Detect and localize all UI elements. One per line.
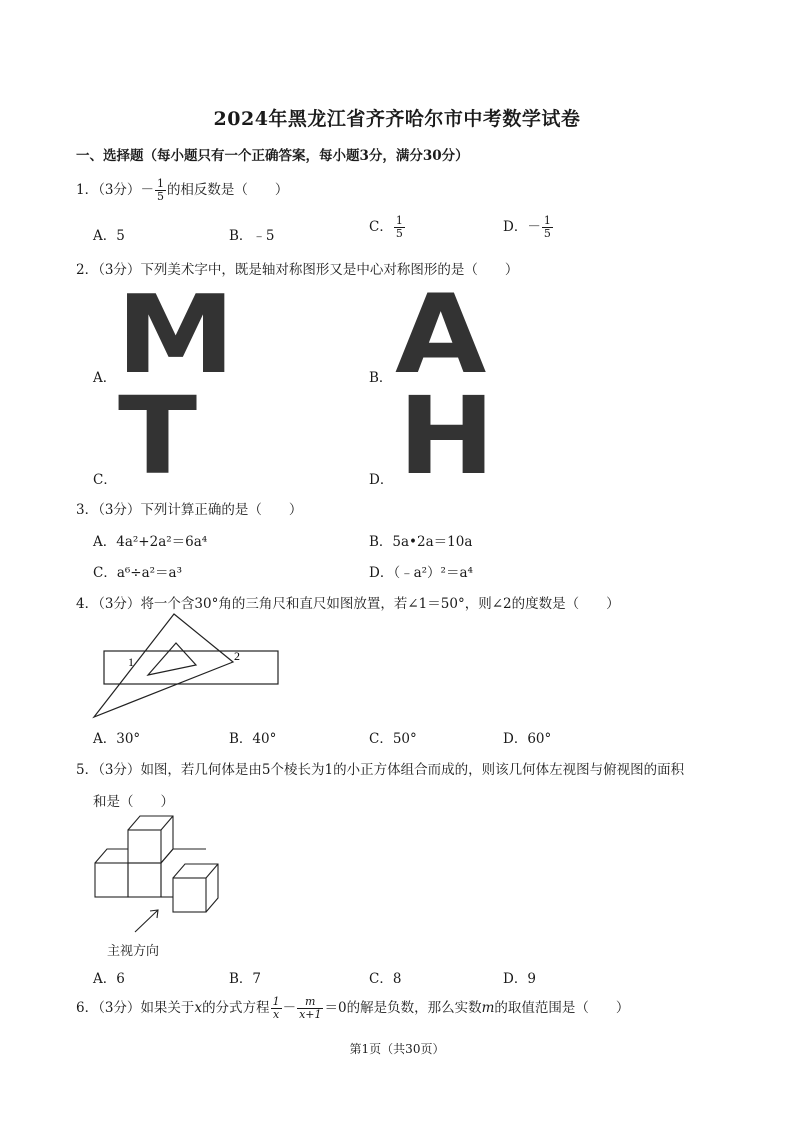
option-b[interactable]: B． <box>369 370 393 386</box>
option-c[interactable]: C．a⁶÷a²＝a³ <box>93 565 183 581</box>
option-a[interactable]: A． <box>93 370 117 386</box>
question-text: 下列计算正确的是（ ） <box>140 502 303 518</box>
question-1 <box>76 178 288 203</box>
question-number: 4．（3分） <box>76 596 141 612</box>
option-b[interactable]: B．40° <box>229 731 277 747</box>
option-d[interactable]: D．9 <box>503 971 536 987</box>
question-6 <box>76 996 629 1021</box>
angle-2-label: 2 <box>234 649 240 663</box>
fraction <box>542 215 553 240</box>
option-a[interactable]: A．30° <box>93 731 141 747</box>
cube-top <box>128 830 161 863</box>
variable-x: x <box>194 1000 203 1016</box>
page-footer: 第1页（共30页） <box>349 1042 445 1056</box>
fraction-denominator: x <box>272 1008 280 1021</box>
question-text: 的解是负数，那么实数 <box>346 1000 482 1016</box>
angle-1-label: 1 <box>128 655 134 669</box>
option-label: D．－ <box>503 219 541 235</box>
fraction <box>394 215 405 240</box>
equals-zero: ＝0 <box>324 1000 347 1016</box>
option-c[interactable]: C．50° <box>369 731 417 747</box>
option-label: C． <box>369 219 393 235</box>
fraction-numerator: 1 <box>395 214 403 227</box>
question-number: 6．（3分） <box>76 1000 141 1016</box>
option-d[interactable]: D．（﹣a²）²＝a⁴ <box>369 565 473 581</box>
letter-a-image: A <box>395 270 487 398</box>
fraction <box>155 178 166 203</box>
question-text: 的分式方程 <box>202 1000 270 1016</box>
variable-m: m <box>481 1000 495 1016</box>
option-d[interactable]: D．60° <box>503 731 552 747</box>
outer-triangle <box>94 614 233 717</box>
letter-m-image: M <box>116 273 236 399</box>
fraction-numerator: 1 <box>543 214 551 227</box>
question-4 <box>76 592 620 612</box>
option-d[interactable]: D． <box>369 472 394 488</box>
option-c[interactable] <box>369 215 406 240</box>
fraction-numerator: m <box>297 996 323 1009</box>
question-number: 5．（3分） <box>76 762 141 778</box>
option-a[interactable]: A．4a²+2a²＝6a⁴ <box>93 534 208 550</box>
option-c[interactable]: C． <box>93 472 117 488</box>
cube-left <box>95 863 128 897</box>
fraction-numerator: 1 <box>156 177 164 190</box>
ruler-triangle-figure <box>88 610 288 720</box>
fraction-denominator: 5 <box>395 227 403 240</box>
question-5-continued: 和是（ ） <box>93 794 174 810</box>
option-a[interactable]: A．5 <box>93 228 125 244</box>
cube-front-right <box>173 878 206 912</box>
page-title: 2024年黑龙江省齐齐哈尔市中考数学试卷 <box>213 108 581 130</box>
fraction-denominator: x+1 <box>299 1008 322 1021</box>
fraction-denominator: 5 <box>543 227 551 240</box>
inner-triangle <box>148 643 196 675</box>
question-5 <box>76 758 684 778</box>
option-b[interactable]: B．﹣5 <box>229 228 275 244</box>
question-number: 3．（3分） <box>76 502 141 518</box>
question-text: 的相反数是（ ） <box>166 182 289 198</box>
question-text: 下列美术字中，既是轴对称图形又是中心对称图形的是（ ） <box>140 262 519 278</box>
question-text: 如图，若几何体是由5个棱长为1的小正方体组合而成的，则该几何体左视图与俯视图的面积 <box>140 762 685 778</box>
figure-caption: 主视方向 <box>107 944 160 959</box>
fraction-denominator: 5 <box>156 190 164 203</box>
question-3 <box>76 498 302 518</box>
fraction-numerator: 1 <box>272 995 280 1008</box>
cubes-figure <box>90 812 230 937</box>
letter-h-image: H <box>398 374 496 499</box>
option-c[interactable]: C．8 <box>369 971 402 987</box>
fraction <box>271 996 282 1021</box>
minus-sign: － <box>282 1000 297 1016</box>
fraction <box>297 996 323 1021</box>
letter-t-image: T <box>118 374 198 499</box>
option-a[interactable]: A．6 <box>93 971 125 987</box>
option-b[interactable]: B．7 <box>229 971 262 987</box>
question-number: 2．（3分） <box>76 262 141 278</box>
minus-sign: － <box>140 182 154 198</box>
question-number: 1．（3分） <box>76 182 141 198</box>
section-heading: 一、选择题（每小题只有一个正确答案，每小题3分，满分30分） <box>76 148 469 164</box>
question-text: 如果关于 <box>140 1000 195 1016</box>
cube-middle <box>128 863 161 897</box>
question-text: 的取值范围是（ ） <box>494 1000 630 1016</box>
option-b[interactable]: B．5a•2a＝10a <box>369 534 473 550</box>
question-text: 将一个含30°角的三角尺和直尺如图放置，若∠1＝50°，则∠2的度数是（ ） <box>140 596 620 612</box>
view-direction-arrow <box>135 910 158 932</box>
option-d[interactable] <box>503 215 554 240</box>
